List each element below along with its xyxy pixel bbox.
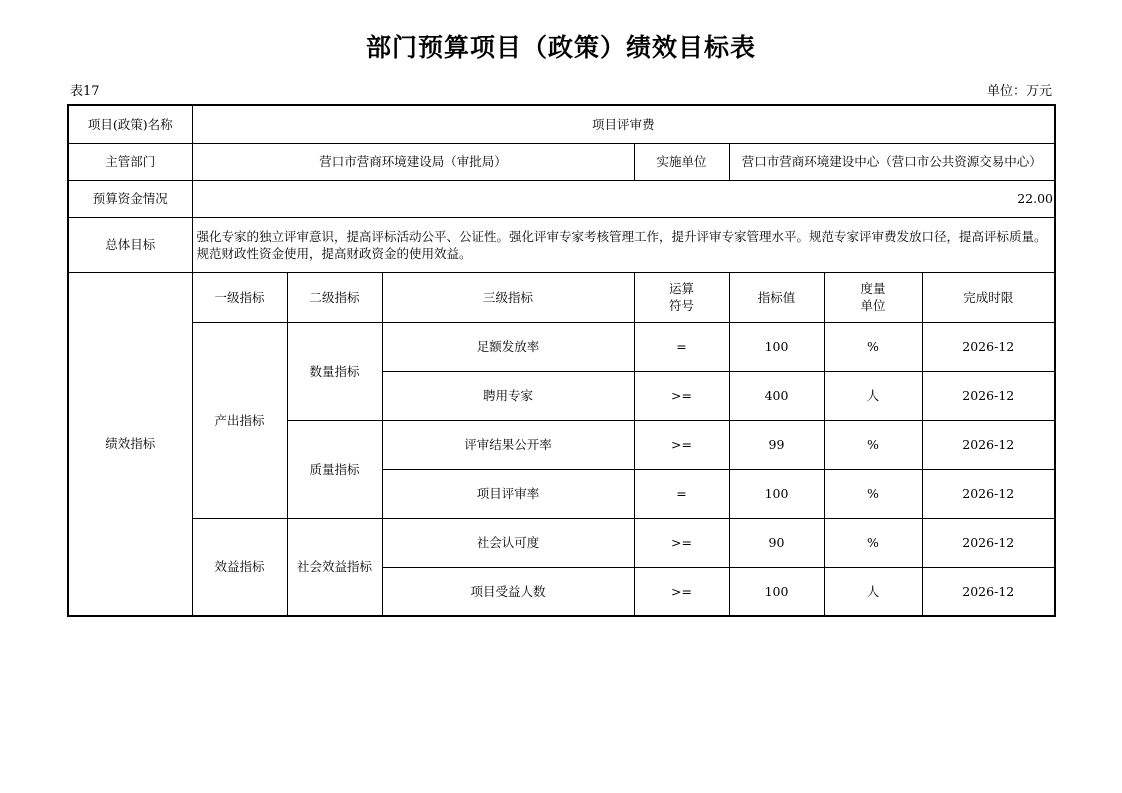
indicator-name: 社会认可度	[382, 518, 634, 567]
indicator-value: 90	[729, 518, 824, 567]
indicator-name: 评审结果公开率	[382, 420, 634, 469]
row-project-name	[68, 105, 1055, 143]
level2-quantity: 数量指标	[287, 322, 382, 420]
indicator-deadline: 2026-12	[922, 469, 1055, 518]
page-title: 部门预算项目（政策）绩效目标表	[365, 33, 756, 62]
indicator-name: 足额发放率	[382, 322, 634, 371]
indicator-value: 400	[729, 371, 824, 420]
indicator-operator: >=	[634, 420, 729, 469]
row-overall-goal	[68, 217, 1055, 272]
indicator-unit: %	[824, 322, 922, 371]
header-level3: 三级指标	[382, 272, 634, 322]
table-row	[68, 322, 1055, 371]
header-value: 指标值	[729, 272, 824, 322]
overall-goal-label: 总体目标	[68, 217, 192, 272]
funding-value: 22.00	[192, 180, 1055, 217]
header-deadline: 完成时限	[922, 272, 1055, 322]
indicator-deadline: 2026-12	[922, 420, 1055, 469]
indicator-name: 项目受益人数	[382, 567, 634, 616]
level2-quality: 质量指标	[287, 420, 382, 518]
level1-benefit: 效益指标	[192, 518, 287, 616]
indicator-operator: >=	[634, 567, 729, 616]
indicator-deadline: 2026-12	[922, 371, 1055, 420]
table-row	[68, 518, 1055, 567]
overall-goal-value: 强化专家的独立评审意识，提高评标活动公平、公证性。强化评审专家考核管理工作，提升评审专家管理水平。规范专家评审费发放口径，提高评标质量。规范财政性资金使用，提高财政资金的使用效益。	[192, 217, 1055, 272]
indicator-unit: %	[824, 420, 922, 469]
level2-social-benefit: 社会效益指标	[287, 518, 382, 616]
indicator-value: 100	[729, 567, 824, 616]
implementing-unit-value: 营口市营商环境建设中心（营口市公共资源交易中心）	[729, 143, 1055, 180]
indicator-operator: >=	[634, 371, 729, 420]
department-label: 主管部门	[68, 143, 192, 180]
indicator-value: 100	[729, 322, 824, 371]
performance-indicators-label: 绩效指标	[68, 272, 192, 616]
implementing-unit-label: 实施单位	[634, 143, 729, 180]
indicator-unit: 人	[824, 567, 922, 616]
indicator-operator: >=	[634, 518, 729, 567]
table-number: 表17	[70, 84, 100, 99]
indicator-deadline: 2026-12	[922, 567, 1055, 616]
performance-table	[67, 104, 1056, 617]
indicator-header-row	[68, 272, 1055, 322]
funding-label: 预算资金情况	[68, 180, 192, 217]
unit-label: 单位：万元	[986, 84, 1052, 99]
indicator-unit: %	[824, 469, 922, 518]
indicator-unit: %	[824, 518, 922, 567]
level1-output: 产出指标	[192, 322, 287, 518]
header-operator: 运算 符号	[634, 272, 729, 322]
indicator-name: 聘用专家	[382, 371, 634, 420]
project-name-label: 项目(政策)名称	[68, 105, 192, 143]
indicator-value: 99	[729, 420, 824, 469]
indicator-unit: 人	[824, 371, 922, 420]
indicator-operator: =	[634, 469, 729, 518]
header-unit: 度量 单位	[824, 272, 922, 322]
indicator-name: 项目评审率	[382, 469, 634, 518]
row-funding	[68, 180, 1055, 217]
indicator-deadline: 2026-12	[922, 518, 1055, 567]
header-level2: 二级指标	[287, 272, 382, 322]
indicator-operator: =	[634, 322, 729, 371]
header-level1: 一级指标	[192, 272, 287, 322]
indicator-deadline: 2026-12	[922, 322, 1055, 371]
project-name-value: 项目评审费	[192, 105, 1055, 143]
indicator-value: 100	[729, 469, 824, 518]
row-department	[68, 143, 1055, 180]
department-value: 营口市营商环境建设局（审批局）	[192, 143, 634, 180]
